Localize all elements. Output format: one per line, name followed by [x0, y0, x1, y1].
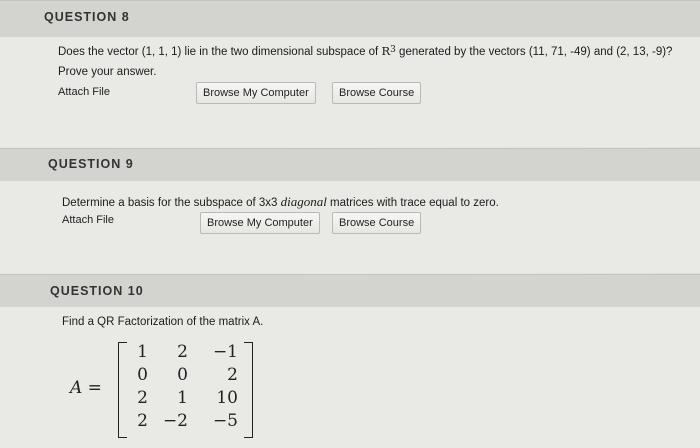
- browse-course-button-q9[interactable]: Browse Course: [332, 212, 421, 234]
- matrix-cell: −1: [212, 342, 238, 362]
- matrix-cell: 2: [227, 365, 238, 385]
- browse-course-button-q8[interactable]: Browse Course: [332, 82, 421, 104]
- question-9-text: Determine a basis for the subspace of 3x3 diagonal matrices with trace equal to zero.: [62, 194, 499, 209]
- matrix-cell: −5: [212, 411, 238, 431]
- matrix-cell: 1: [137, 342, 148, 362]
- matrix-right-bracket: [244, 342, 253, 438]
- question-8-title: QUESTION 8: [44, 10, 130, 24]
- question-10-text: Find a QR Factorization of the matrix A.: [62, 316, 264, 328]
- matrix-a: [70, 342, 270, 442]
- browse-my-computer-button-q9[interactable]: Browse My Computer: [200, 212, 320, 234]
- matrix-cell: 1: [177, 388, 188, 408]
- question-8-text: Does the vector (1, 1, 1) lie in the two dimensional subspace of $R^3$ generated by the vectors (11, 71, -49) and (2, 13, -9)?: [58, 44, 673, 58]
- matrix-cell: 0: [137, 365, 148, 385]
- matrix-cell: −2: [162, 411, 188, 431]
- attach-file-label-q9: Attach File: [62, 214, 114, 226]
- matrix-cell: 0: [177, 365, 188, 385]
- matrix-cell: 2: [177, 342, 188, 362]
- matrix-label: A =: [70, 378, 102, 398]
- attach-file-label-q8: Attach File: [58, 86, 110, 98]
- question-9-title: QUESTION 9: [48, 157, 134, 171]
- matrix-cell: 2: [137, 411, 148, 431]
- question-10-title: QUESTION 10: [50, 284, 144, 298]
- matrix-cell: 10: [216, 388, 238, 408]
- question-8-text-2: Prove your answer.: [58, 66, 157, 78]
- browse-my-computer-button-q8[interactable]: Browse My Computer: [196, 82, 316, 104]
- matrix-cell: 2: [137, 388, 148, 408]
